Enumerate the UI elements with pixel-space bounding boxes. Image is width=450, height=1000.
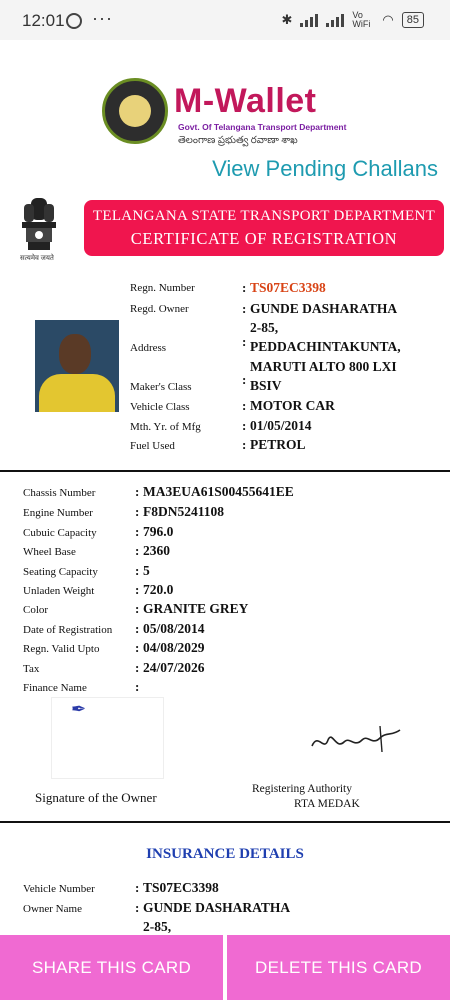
colon: : bbox=[135, 640, 140, 655]
owner-signature-label: Signature of the Owner bbox=[35, 790, 157, 805]
color-label: Color bbox=[23, 604, 49, 616]
seating-value: 5 bbox=[143, 563, 150, 578]
bluetooth-icon: ✱ bbox=[281, 12, 293, 27]
color-value: GRANITE GREY bbox=[143, 601, 249, 616]
colon: : bbox=[135, 543, 140, 558]
status-time: 12:01 bbox=[22, 11, 65, 30]
signal-icon-2 bbox=[326, 13, 344, 27]
colon: : bbox=[135, 504, 140, 519]
colon: : bbox=[242, 437, 247, 452]
insurance-title: INSURANCE DETAILS bbox=[146, 846, 304, 862]
signal-icon bbox=[300, 13, 318, 27]
colon: : bbox=[135, 484, 140, 499]
finance-label: Finance Name bbox=[23, 682, 87, 694]
app-name: M-Wallet bbox=[174, 82, 317, 120]
status-icons bbox=[282, 11, 425, 29]
app-subtitle: Govt. Of Telangana Transport Department bbox=[178, 122, 347, 132]
makers-class-label: Maker's Class bbox=[130, 381, 192, 393]
colon: : bbox=[135, 621, 140, 636]
ashoka-emblem-icon bbox=[16, 194, 62, 264]
banner-title: CERTIFICATE OF REGISTRATION bbox=[130, 229, 398, 248]
colon: : bbox=[242, 334, 247, 349]
delete-card-button[interactable]: DELETE THIS CARD bbox=[227, 935, 450, 1000]
registering-authority-office: RTA MEDAK bbox=[294, 798, 360, 810]
fuel-value: PETROL bbox=[250, 437, 306, 452]
banner-dept: TELANGANA STATE TRANSPORT DEPARTMENT bbox=[92, 208, 436, 224]
chassis-label: Chassis Number bbox=[23, 487, 96, 499]
seating-label: Seating Capacity bbox=[23, 566, 98, 578]
regd-owner-value: GUNDE DASHARATHA bbox=[250, 301, 398, 316]
telangana-emblem-icon bbox=[102, 78, 168, 144]
engine-value: F8DN5241108 bbox=[143, 504, 224, 519]
address-line2: PEDDACHINTAKUNTA, bbox=[250, 339, 401, 354]
cc-value: 796.0 bbox=[143, 524, 174, 539]
address-line3: MARUTI ALTO 800 LXI bbox=[250, 359, 397, 374]
battery-icon: 85 bbox=[402, 12, 424, 28]
more-notifications-icon: ··· bbox=[92, 8, 113, 28]
view-pending-challans-link[interactable]: View Pending Challans bbox=[212, 156, 438, 181]
colon: : bbox=[135, 524, 140, 539]
mfg-label: Mth. Yr. of Mfg bbox=[130, 421, 201, 433]
fuel-label: Fuel Used bbox=[130, 440, 175, 452]
colon: : bbox=[242, 280, 247, 295]
address-label: Address bbox=[130, 342, 167, 354]
chassis-value: MA3EUA61S00455641EE bbox=[143, 484, 294, 499]
address-line1: 2-85, bbox=[250, 320, 279, 335]
ins-owner-name-value: GUNDE DASHARATHA bbox=[143, 900, 291, 915]
wheel-base-label: Wheel Base bbox=[23, 546, 76, 558]
colon: : bbox=[135, 900, 140, 915]
share-card-button[interactable]: SHARE THIS CARD bbox=[0, 935, 223, 1000]
owner-signature-image bbox=[51, 697, 164, 779]
unladen-value: 720.0 bbox=[143, 582, 174, 597]
ins-vehicle-number-value: TS07EC3398 bbox=[143, 880, 219, 895]
colon: : bbox=[135, 880, 140, 895]
wifi-icon: ◠ bbox=[382, 12, 394, 27]
colon: : bbox=[135, 601, 140, 616]
regd-owner-label: Regd. Owner bbox=[130, 303, 189, 315]
ins-owner-name-label: Owner Name bbox=[23, 903, 82, 915]
app-telugu-subtitle: తెలంగాణ ప్రభుత్వ రవాణా శాఖ bbox=[178, 135, 298, 146]
owner-signature-icon: ✒ bbox=[71, 699, 87, 719]
certificate-banner bbox=[84, 200, 444, 256]
colon: : bbox=[242, 301, 247, 316]
colon: : bbox=[135, 660, 140, 675]
colon: : bbox=[242, 372, 247, 387]
colon: : bbox=[135, 679, 140, 694]
date-reg-value: 05/08/2014 bbox=[143, 621, 205, 636]
section-divider bbox=[0, 470, 450, 472]
date-reg-label: Date of Registration bbox=[23, 624, 113, 636]
valid-upto-value: 04/08/2029 bbox=[143, 640, 205, 655]
wheel-base-value: 2360 bbox=[143, 543, 170, 558]
mfg-value: 01/05/2014 bbox=[250, 418, 312, 433]
tax-label: Tax bbox=[23, 663, 40, 675]
ins-address-line1: 2-85, bbox=[143, 919, 172, 934]
authority-signature-image bbox=[310, 722, 402, 762]
status-bar bbox=[0, 0, 450, 40]
vehicle-class-value: MOTOR CAR bbox=[250, 398, 335, 413]
colon: : bbox=[135, 563, 140, 578]
ins-vehicle-number-label: Vehicle Number bbox=[23, 883, 95, 895]
emblem-caption: सत्यमेव जयते bbox=[20, 254, 54, 262]
vowifi-label: Vo WiFi bbox=[352, 10, 371, 29]
section-divider bbox=[0, 821, 450, 823]
makers-class-value: BSIV bbox=[250, 378, 282, 393]
whatsapp-icon bbox=[66, 13, 82, 29]
colon: : bbox=[242, 418, 247, 433]
regn-number-value: TS07EC3398 bbox=[250, 280, 326, 295]
valid-upto-label: Regn. Valid Upto bbox=[23, 643, 100, 655]
colon: : bbox=[242, 398, 247, 413]
regn-number-label: Regn. Number bbox=[130, 282, 195, 294]
mwallet-logo bbox=[102, 78, 348, 154]
unladen-label: Unladen Weight bbox=[23, 585, 95, 597]
vehicle-class-label: Vehicle Class bbox=[130, 401, 190, 413]
tax-value: 24/07/2026 bbox=[143, 660, 205, 675]
owner-photo bbox=[35, 320, 119, 412]
registering-authority-label: Registering Authority bbox=[252, 783, 352, 795]
cc-label: Cubuic Capacity bbox=[23, 527, 97, 539]
engine-label: Engine Number bbox=[23, 507, 93, 519]
colon: : bbox=[135, 582, 140, 597]
